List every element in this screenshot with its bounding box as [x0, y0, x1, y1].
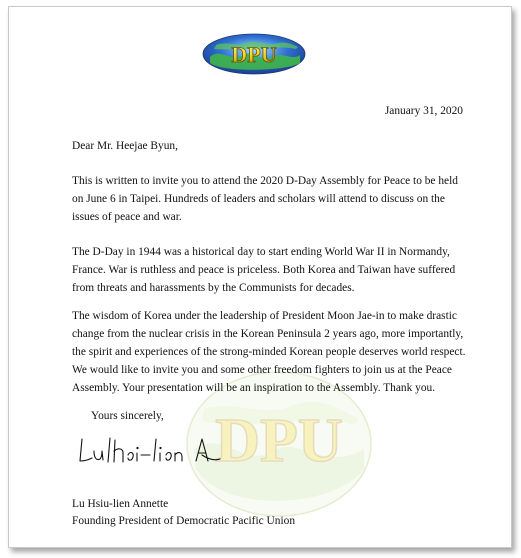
letter-date: January 31, 2020	[384, 105, 463, 117]
dpu-watermark-lettering: DPU	[215, 407, 343, 475]
dpu-logo-icon	[202, 33, 306, 75]
letter-paragraph-1: This is written to invite you to attend the 2020 D-Day Assembly for Peace to be held on June 6 in Taipei. Hundreds of leaders and scholars will attend to discuss on the issues of peace and war.	[72, 175, 458, 223]
dpu-logo-lettering: DPU	[231, 42, 277, 67]
letter-closing: Yours sincerely,	[91, 410, 164, 422]
letter-salutation: Dear Mr. Heejae Byun,	[72, 140, 178, 152]
signer-name: Lu Hsiu-lien Annette	[72, 498, 169, 510]
signer-title: Founding President of Democratic Pacific Union	[72, 515, 296, 527]
handwritten-signature-icon	[74, 431, 224, 469]
letter-paragraph-3: The wisdom of Korea under the leadership of President Moon Jae-in to make drastic change from the nuclear crisis in the Korean Peninsula 2 years ago, more importantly, the spirit and experiences of the strong-minded Korean people deserves world respect. We would like to invite you and some other freedom fighters to join us at the Peace Assembly. Your presentation will be an inspiration to the Assembly. Thank you.	[72, 310, 466, 394]
signature-script-text: Lu Hsiu-lien A	[74, 431, 80, 432]
letter-page	[8, 6, 512, 548]
letter-paragraph-2: The D-Day in 1944 was a historical day to start ending World War II in Normandy, France. War is ruthless and peace is priceless. Both Korea and Taiwan have suffered from threats and harassments by the Communists for decades.	[72, 246, 456, 294]
